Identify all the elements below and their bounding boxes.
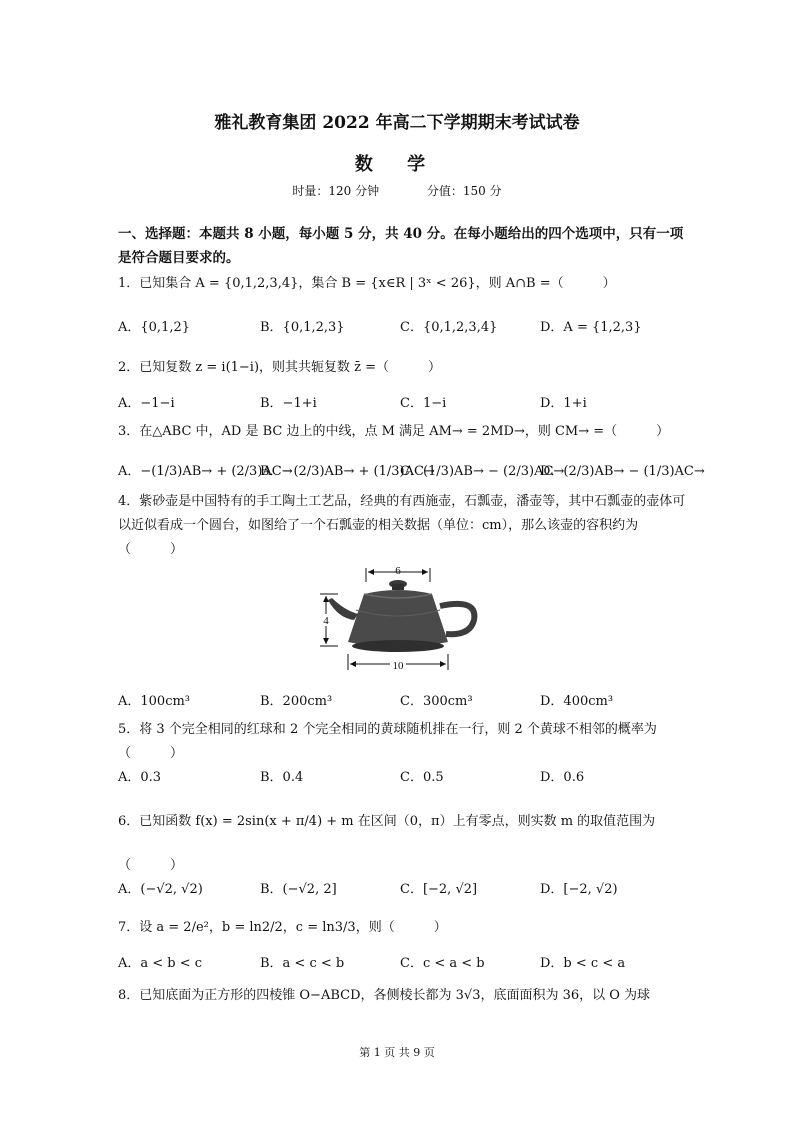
option-d: D．b < c < a [540,956,626,971]
question-7-options [118,952,688,974]
dim-bottom-arrow-left [350,661,356,667]
option-a: A．0.3 [118,770,162,785]
question-7-stem: 7．设 a = 2/e²，b = ln2/2，c = ln3/3，则（ ） [118,920,447,935]
dim-height-arrow-top [323,596,329,602]
option-c: C．300cm³ [400,694,473,709]
question-1-stem: 1．已知集合 A = {0,1,2,3,4}，集合 B = {x∈R | 3ˣ < 26}，则 A∩B =（ ） [118,276,616,291]
option-d: D．0.6 [540,770,585,785]
option-b: B．(−√2, 2] [260,882,337,897]
question-5-stem: 5．将 3 个完全相同的红球和 2 个完全相同的黄球随机排在一行，则 2 个黄球不相邻的概率为（ ） [118,722,657,761]
option-d: D．A = {1,2,3} [540,320,642,335]
option-b: B．0.4 [260,770,304,785]
teapot-spout [328,598,358,620]
dim-top-arrow-right [422,569,428,575]
question-4-stem: 4．紫砂壶是中国特有的手工陶土工艺品，经典的有西施壶，石瓢壶，潘壶等，其中石瓢壶的壶体可以近似看成一个圆台，如图给了一个石瓢壶的相关数据（单位：cm），那么该壶的容积约为（ ） [118,494,686,557]
option-b: B．−1+i [260,396,317,411]
option-a: A．(−√2, √2) [118,882,203,897]
question-1-options [118,316,688,338]
question-4-options [118,690,688,712]
dim-top-label: 6 [395,565,401,577]
dim-bottom-label: 10 [392,660,404,672]
teapot-figure [318,560,488,678]
teapot-base [352,640,444,652]
page-footer: 第 1 页 共 9 页 [359,1046,435,1059]
question-5-options [118,766,688,788]
option-c: C．1−i [400,396,447,411]
option-d: D．400cm³ [540,694,614,709]
question-6-options [118,878,688,900]
question-2-options [118,392,688,414]
option-a: A．−1−i [118,396,175,411]
exam-subject: 数 学 [354,154,440,175]
question-3-stem: 3．在△ABC 中，AD 是 BC 边上的中线，点 M 满足 AM→ = 2MD→，则 CM→ =（ ） [118,424,670,439]
dim-bottom-arrow-right [440,661,446,667]
question-6-stem: 6．已知函数 f(x) = 2sin(x + π/4) + m 在区间（0，π）上有零点，则实数 m 的取值范围为（ ） [118,814,656,873]
option-c: C．{0,1,2,3,4} [400,320,498,335]
teapot-knob-stem [392,584,404,590]
option-d: D．1+i [540,396,587,411]
section-heading: 一、选择题：本题共 8 小题，每小题 5 分，共 40 分。在每小题给出的四个选项中，只有一项是符合题目要求的。 [118,226,684,266]
option-c: C．[−2, √2] [400,882,478,897]
option-a: A．a < b < c [118,956,203,971]
teapot-handle [440,604,474,634]
exam-score: 分值：150 分 [426,184,502,198]
option-b: B．200cm³ [260,694,333,709]
exam-time: 时量：120 分钟 [292,184,380,198]
option-c: C．c < a < b [400,956,485,971]
option-b: B．−(2/3)AB→ + (1/3)AC→ [260,464,435,479]
option-a: A．−(1/3)AB→ + (2/3)AC→ [118,464,293,479]
dim-top-arrow-left [368,569,374,575]
question-8-stem: 8．已知底面为正方形的四棱锥 O−ABCD，各侧棱长都为 3√3，底面面积为 36，以 O 为球 [118,988,651,1003]
option-a: A．100cm³ [118,694,191,709]
exam-title: 雅礼教育集团 2022 年高二下学期期末考试试卷 [214,113,580,133]
exam-timing [0,182,794,199]
dim-height-label: 4 [323,615,329,627]
option-c: C．(1/3)AB→ − (2/3)AC→ [400,464,565,479]
option-d: D．[−2, √2) [540,882,618,897]
option-b: B．a < c < b [260,956,345,971]
option-d: D．(2/3)AB→ − (1/3)AC→ [540,464,705,479]
question-2-stem: 2．已知复数 z = i(1−i)，则其共轭复数 z̄ =（ ） [118,360,442,375]
option-a: A．{0,1,2} [118,320,191,335]
question-3-options [118,460,705,482]
dim-height-arrow-bottom [323,638,329,644]
option-b: B．{0,1,2,3} [260,320,345,335]
option-c: C．0.5 [400,770,444,785]
